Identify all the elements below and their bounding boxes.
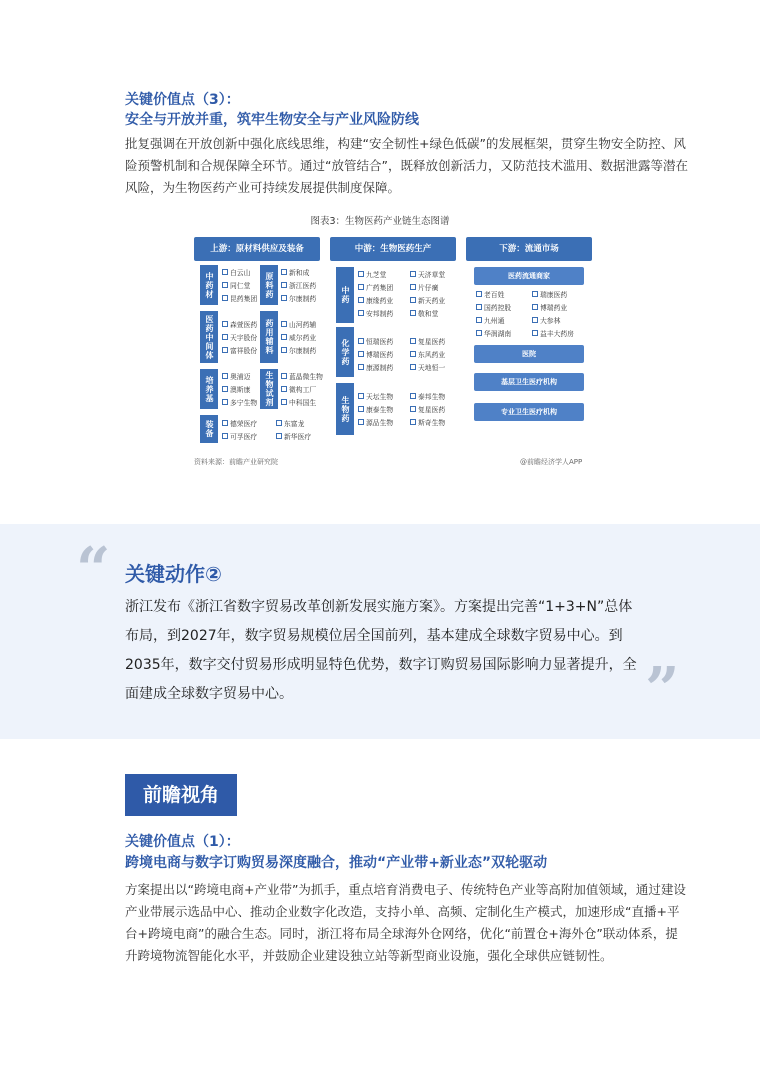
list-item: 斯奇生物 [410, 417, 445, 427]
list-item: 瑞康医药 [532, 289, 567, 299]
list-item: 九芝堂 [358, 269, 386, 279]
cat-excipients: 药用辅料 [260, 311, 278, 363]
cat-intermediates: 医药中间体 [200, 311, 218, 363]
list-item: 华润湖南 [476, 328, 511, 338]
open-quote-icon: “ [76, 535, 111, 605]
kv1-title: 跨境电商与数字订购贸易深度融合，推动“产业带+新业态”双轮驱动 [125, 855, 548, 871]
list-item: 微构工厂 [281, 384, 316, 394]
list-item: 奥浦迈 [222, 371, 250, 381]
list-item: 德荣医疗 [222, 418, 257, 428]
kv1-label: 关键价值点（1）： [125, 834, 240, 850]
list-item: 益丰大药房 [532, 328, 574, 338]
figure-watermark: @前瞻经济学人APP [520, 458, 583, 466]
list-item: 老百姓 [476, 289, 504, 299]
downstream-header: 下游：流通市场 [466, 237, 592, 261]
list-item: 泰邦生物 [410, 391, 445, 401]
list-item: 尔康制药 [281, 293, 316, 303]
list-item: 天济草堂 [410, 269, 445, 279]
cat-tcm: 中药 [336, 267, 354, 323]
list-item: 东风药业 [410, 349, 445, 359]
cat-culture-media: 培养基 [200, 369, 218, 409]
cat-biologics: 生物药 [336, 383, 354, 435]
list-item: 昆药集团 [222, 293, 257, 303]
section-title: 前瞻视角 [125, 774, 237, 816]
midstream-header: 中游：生物医药生产 [330, 237, 456, 261]
list-item: 天宇股份 [222, 332, 257, 342]
quote-title: 关键动作② [125, 562, 222, 586]
list-item: 康源制药 [358, 362, 393, 372]
list-item: 东富龙 [276, 418, 304, 428]
list-item: 森萱医药 [222, 319, 257, 329]
list-item: 博瑞药业 [532, 302, 567, 312]
list-item: 浙江医药 [281, 280, 316, 290]
list-item: 威尔药业 [281, 332, 316, 342]
industry-chain-figure [192, 231, 592, 461]
quote-text: 浙江发布《浙江省数字贸易改革创新发展实施方案》。方案提出完善“1+3+N”总体布局，到2027年，数字贸易规模位居全国前列，基本建成全球数字贸易中心。到2035年，数字交付贸易形成明显特色优势，数字订购贸易国际影响力显著提升，全面建成全球数字贸易中心。 [125, 599, 637, 702]
kv3-label: 关键价值点（3）： [125, 92, 240, 108]
list-item: 澳斯康 [222, 384, 250, 394]
list-item: 复星医药 [410, 336, 445, 346]
list-item: 多宁生物 [222, 397, 257, 407]
list-item: 新华医疗 [276, 431, 311, 441]
list-item: 尔康制药 [281, 345, 316, 355]
list-item: 安邦制药 [358, 308, 393, 318]
list-item: 新天药业 [410, 295, 445, 305]
list-item: 康缘药业 [358, 295, 393, 305]
list-item: 同仁堂 [222, 280, 250, 290]
list-item: 片仔癀 [410, 282, 438, 292]
list-item: 复星医药 [410, 404, 445, 414]
list-item: 可孚医疗 [222, 431, 257, 441]
upstream-header: 上游：原材料供应及装备 [194, 237, 320, 261]
cat-equipment: 装备 [200, 415, 218, 443]
specialist-care-bar: 专业卫生医疗机构 [474, 403, 584, 421]
hospital-bar: 医院 [474, 345, 584, 363]
cat-api: 原料药 [260, 265, 278, 305]
list-item: 富祥股份 [222, 345, 257, 355]
list-item: 白云山 [222, 267, 250, 277]
cat-bio-reagents: 生物试剂 [260, 369, 278, 409]
list-item: 大参林 [532, 315, 560, 325]
figure-source: 资料来源：前瞻产业研究院 [194, 458, 278, 466]
list-item: 天坛生物 [358, 391, 393, 401]
kv3-title: 安全与开放并重，筑牢生物安全与产业风险防线 [125, 112, 419, 128]
figure-title: 图表3：生物医药产业链生态图谱 [310, 216, 450, 227]
distributor-bar: 医药流通商家 [474, 267, 584, 285]
list-item: 敬和堂 [410, 308, 438, 318]
list-item: 山河药辅 [281, 319, 316, 329]
list-item: 恒瑞医药 [358, 336, 393, 346]
cat-chemical-drugs: 化学药 [336, 327, 354, 377]
list-item: 新和成 [281, 267, 309, 277]
cat-herbs: 中药材 [200, 265, 218, 305]
list-item: 广药集团 [358, 282, 393, 292]
list-item: 源品生物 [358, 417, 393, 427]
kv1-body: 方案提出以“跨境电商+产业带”为抓手，重点培育消费电子、传统特色产业等高附加值领域，通过建设产业带展示选品中心、推动企业数字化改造，支持小单、高频、定制化生产模式，加速形成“直播+平台+跨境电商”的融合生态。同时，浙江将布局全球海外仓网络，优化“前置仓+海外仓”联动体系，提升跨境物流智能化水平，并鼓励企业建设独立站等新型商业设施，强化全球供应链韧性。 [125, 882, 686, 963]
list-item: 康泰生物 [358, 404, 393, 414]
list-item: 九州通 [476, 315, 504, 325]
list-item: 博瑞医药 [358, 349, 393, 359]
kv3-body: 批复强调在开放创新中强化底线思维，构建“安全韧性+绿色低碳”的发展框架，贯穿生物安全防控、风险预警机制和合规保障全环节。通过“放管结合”，既释放创新活力，又防范技术滥用、数据泄露等潜在风险，为生物医药产业可持续发展提供制度保障。 [125, 136, 688, 195]
close-quote-icon: ” [645, 655, 680, 725]
list-item: 蓝晶微生物 [281, 371, 323, 381]
list-item: 天地恒一 [410, 362, 445, 372]
primary-care-bar: 基层卫生医疗机构 [474, 373, 584, 391]
list-item: 中科国生 [281, 397, 316, 407]
list-item: 国药控股 [476, 302, 511, 312]
